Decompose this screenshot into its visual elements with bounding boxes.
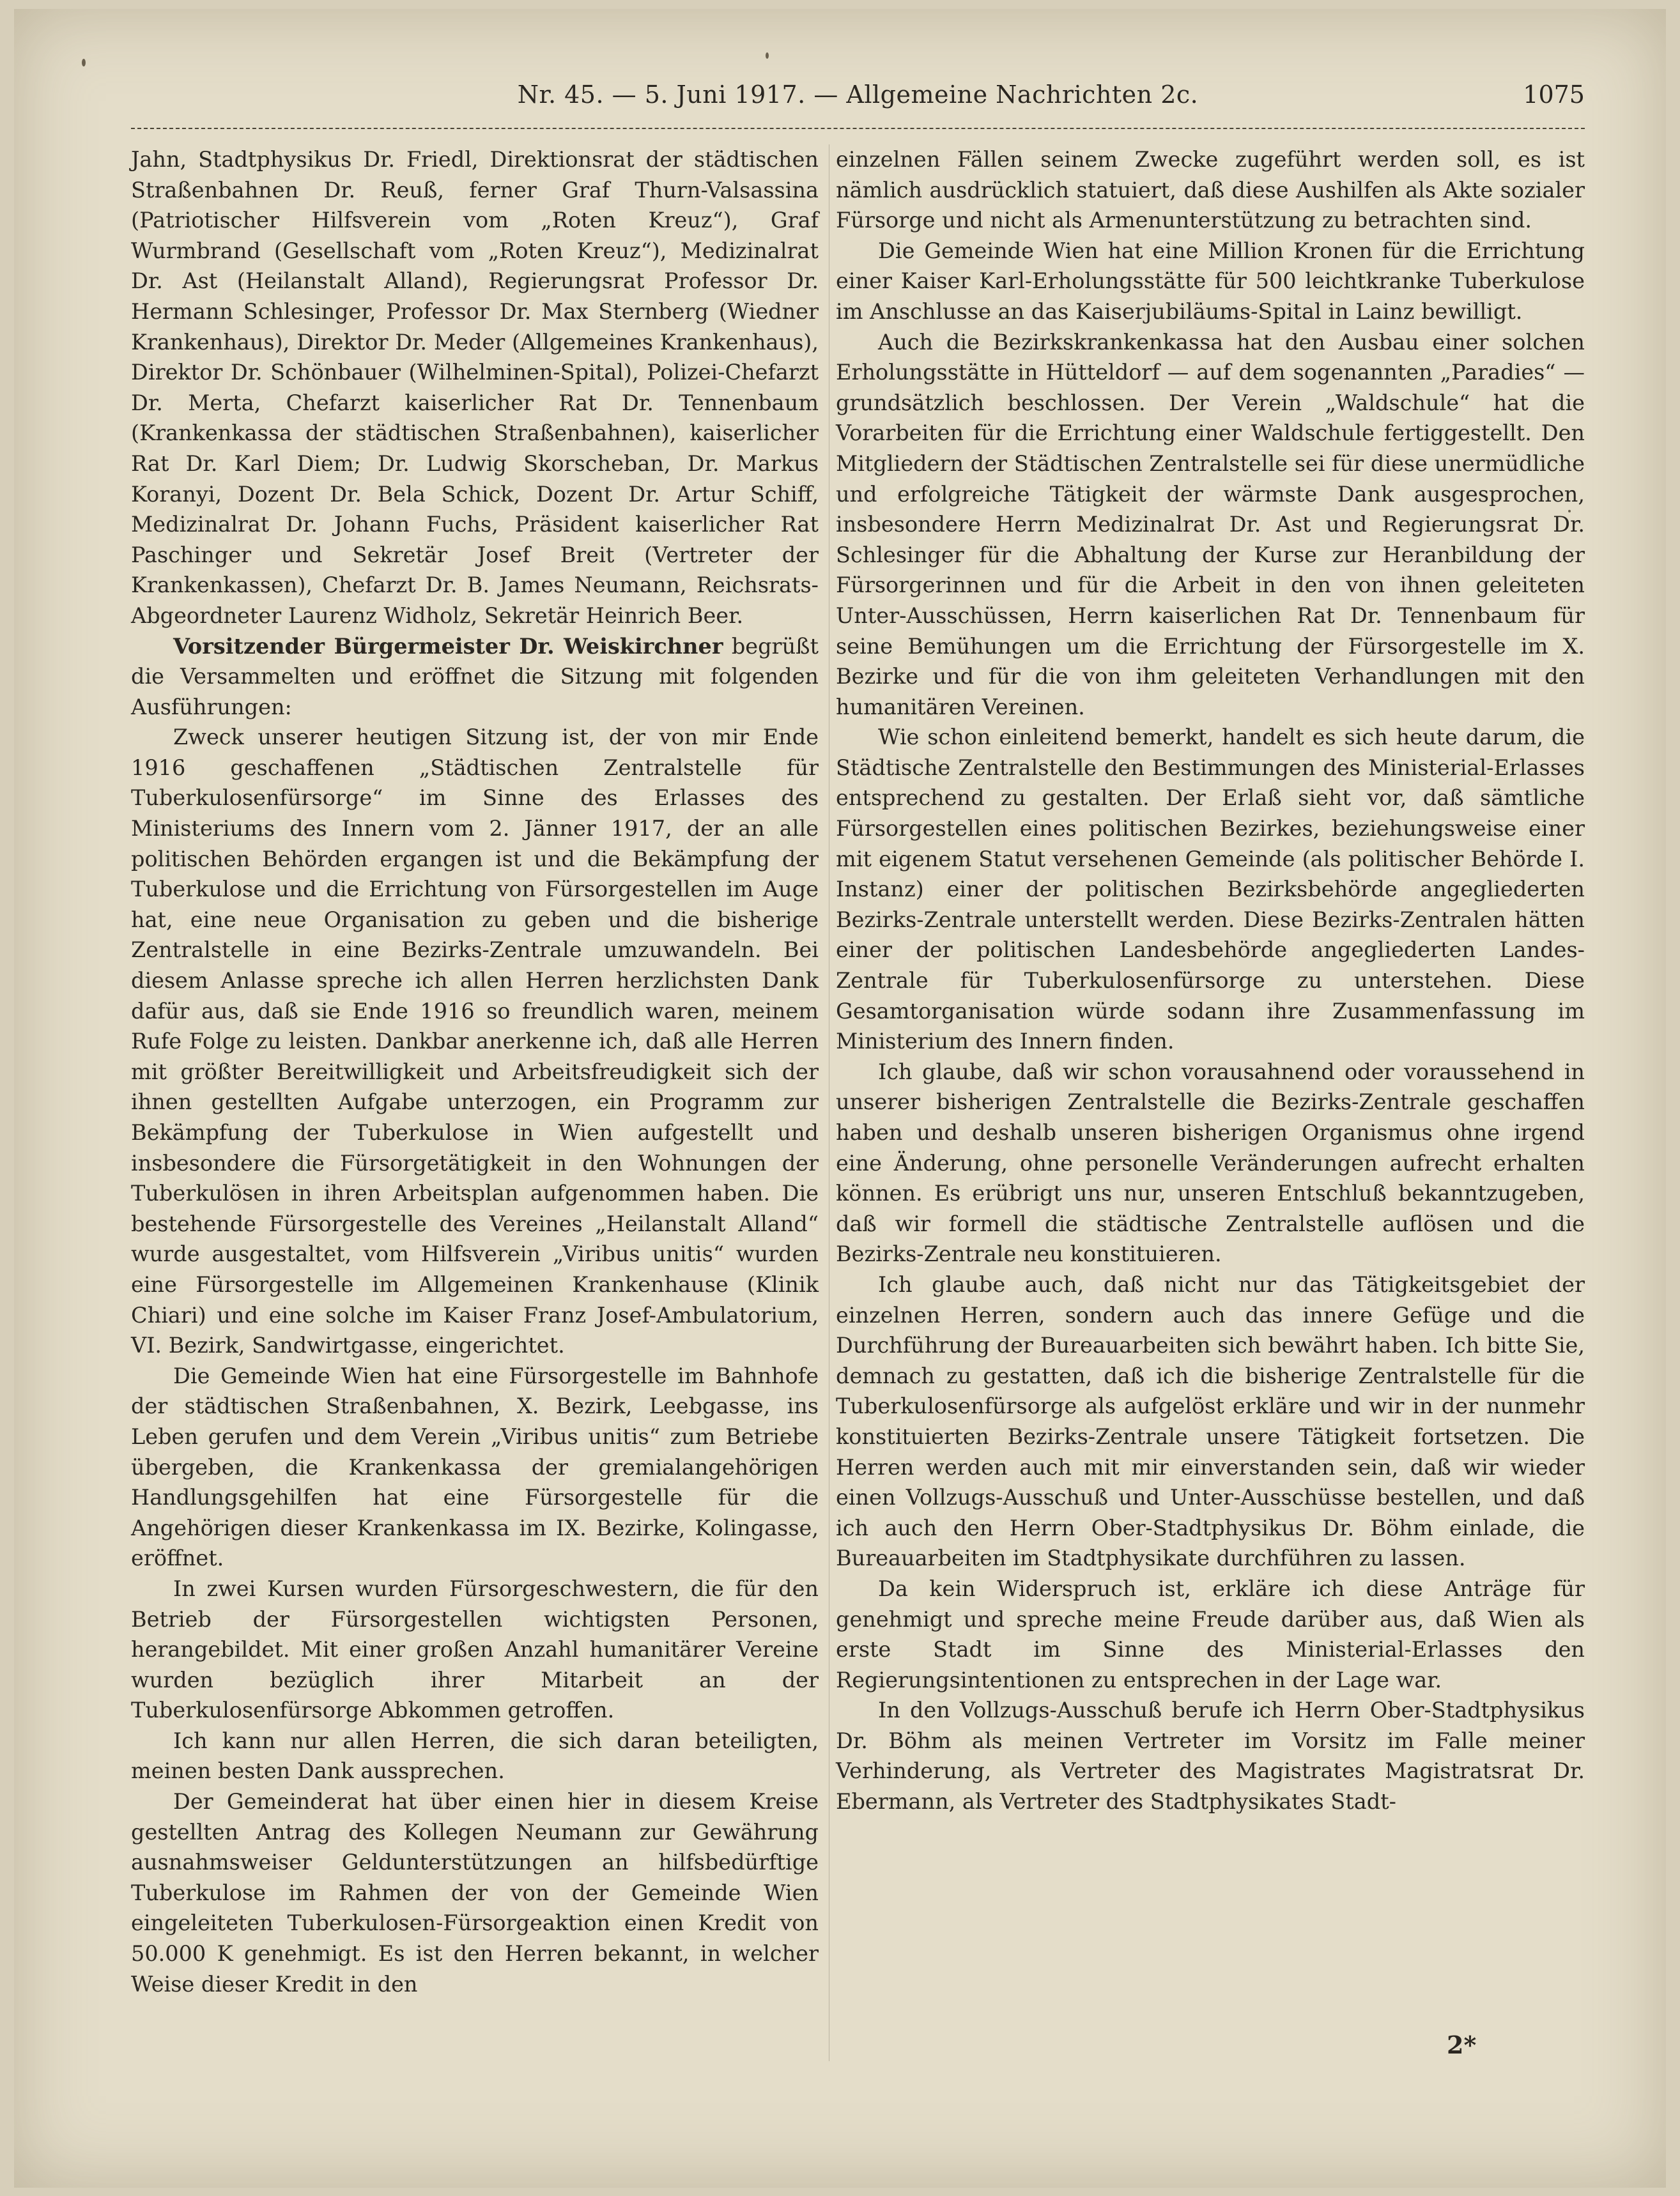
- paragraph: Ich glaube, daß wir schon vorausahnend oder voraussehend in unserer bisherigen Zentralstelle die Bezirks-Zentrale geschaffen haben und deshalb unseren bisherigen Organismus ohne irgend eine Änderung, ohne personelle Veränderungen aufrecht erhalten können. Es erübrigt uns nur, unseren Entschluß bekanntzugeben, daß wir formell die städtische Zentralstelle auflösen und die Bezirks-Zentrale neu konstituieren.: [836, 1059, 1585, 1267]
- running-head: Nr. 45. — 5. Juni 1917. — Allgemeine Nachrichten 2c.: [517, 81, 1199, 109]
- chair-opening-text: begrüßt die Versammelten und eröffnet die Sitzung mit folgenden Ausführungen:: [131, 633, 819, 719]
- paragraph: Ich glaube auch, daß nicht nur das Tätigkeitsgebiet der einzelnen Herren, sondern auch das innere Gefüge und die Durchführung der Bureauarbeiten sich bewährt haben. Ich bitte Sie, demnach zu gestatten, daß ich die bisherige Zentralstelle für die Tuberkulosenfürsorge als aufgelöst erkläre und wir in der nunmehr konstituierten Bezirks-Zentrale unsere Tätigkeit fortsetzen. Die Herren werden auch mit mir einverstanden sein, daß wir wieder einen Vollzugs-Ausschuß und Unter-Ausschüsse bestellen, und daß ich auch den Herrn Ober-Stadtphysikus Dr. Böhm einlade, die Bureauarbeiten im Stadtphysikate durchführen zu lassen.: [836, 1271, 1585, 1571]
- attendee-list: Jahn, Stadtphysikus Dr. Friedl, Direktionsrat der städtischen Straßenbahnen Dr. Reuß, ferner Graf Thurn-Valsassina (Patriotischer Hilfsverein vom „Roten Kreuz“), Graf Wurmbrand (Gesellschaft vom „Roten Kreuz“), Medizinalrat Dr. Ast (Heilanstalt Alland), Regierungsrat Professor Dr. Hermann Schlesinger, Professor Dr. Max Sternberg (Wiedner Krankenhaus), Direktor Dr. Meder (Allgemeines Krankenhaus), Direktor Dr. Schönbauer (Wilhelminen-Spital), Polizei-Chefarzt Dr. Merta, Chefarzt kaiserlicher Rat Dr. Tennenbaum (Krankenkassa der städtischen Straßenbahnen), kaiserlicher Rat Dr. Karl Diem; Dr. Ludwig Skorscheban, Dr. Markus Koranyi, Dozent Dr. Bela Schick, Dozent Dr. Artur Schiff, Medizinalrat Dr. Johann Fuchs, Präsident kaiserlicher Rat Paschinger und Sekretär Josef Breit (Vertreter der Krankenkassen), Chefarzt Dr. B. James Neumann, Reichsrats-Abgeordneter Laurenz Widholz, Sekretär Heinrich Beer.: [131, 147, 819, 628]
- paragraph: In den Vollzugs-Ausschuß berufe ich Herrn Ober-Stadtphysikus Dr. Böhm als meinen Vertreter im Vorsitz im Falle meiner Verhinderung, als Vertreter des Magistrates Magistratsrat Dr. Ebermann, als Vertreter des Stadtphysikates Stadt-: [836, 1698, 1585, 1815]
- paragraph-continuation: einzelnen Fällen seinem Zwecke zugeführt werden soll, es ist nämlich ausdrücklich statuiert, daß diese Aushilfen als Akte sozialer Fürsorge und nicht als Armenunterstützung zu betrachten sind.: [836, 147, 1585, 233]
- page-number: 1075: [1523, 81, 1585, 109]
- page-header: [131, 72, 1585, 127]
- chair-name: Vorsitzender Bürgermeister Dr. Weiskirchner: [173, 633, 723, 659]
- ink-speck: [82, 59, 86, 66]
- header-rule: [131, 128, 1585, 129]
- paragraph: Auch die Bezirkskrankenkassa hat den Ausbau einer solchen Erholungsstätte in Hütteldorf — auf dem sogenannten „Paradies“ — grundsätzlich beschlossen. Der Verein „Waldschule“ hat die Vorarbeiten für die Errichtung einer Waldschule fertiggestellt. Den Mitgliedern der Städtischen Zentralstelle sei für diese unermüdliche und erfolgreiche Tätigkeit der wärmste Dank ausgesprochen, insbesondere Herrn Medizinalrat Dr. Ast und Regierungsrat Dr. Schlesinger für die Abhaltung der Kurse zur Heranbildung der Fürsorgerinnen und für die Arbeit in den von ihnen geleiteten Unter-Ausschüssen, Herrn kaiserlichen Rat Dr. Tennenbaum für seine Bemühungen um die Errichtung der Fürsorgestelle im X. Bezirke und für die von ihm geleiteten Verhandlungen mit den humanitären Vereinen.: [836, 329, 1585, 719]
- paragraph: Wie schon einleitend bemerkt, handelt es sich heute darum, die Städtische Zentralstelle den Bestimmungen des Ministerial-Erlasses entsprechend zu gestalten. Der Erlaß sieht vor, daß sämtliche Fürsorgestellen eines politischen Bezirkes, beziehungsweise einer mit eigenem Statut versehenen Gemeinde (als politischer Behörde I. Instanz) einer der politischen Bezirksbehörde angegliederten Bezirks-Zentrale unterstellt werden. Diese Bezirks-Zentralen hätten einer der politischen Landesbehörde angegliederten Landes-Zentrale für Tuberkulosenfürsorge zu unterstehen. Diese Gesamtorganisation würde sodann ihre Zusammenfassung im Ministerium des Innern finden.: [836, 725, 1585, 1054]
- paragraph: Die Gemeinde Wien hat eine Million Kronen für die Errichtung einer Kaiser Karl-Erholungsstätte für 500 leichtkranke Tuberkulose im Anschlusse an das Kaiserjubiläums-Spital in Lainz bewilligt.: [836, 238, 1585, 324]
- signature-mark: 2*: [1447, 2031, 1477, 2059]
- right-column: [836, 144, 1585, 1817]
- paragraph: Da kein Widerspruch ist, erkläre ich diese Anträge für genehmigt und spreche meine Freude darüber aus, daß Wien als erste Stadt im Sinne des Ministerial-Erlasses den Regierungsintentionen zu entsprechen in der Lage war.: [836, 1576, 1585, 1693]
- paragraph: Der Gemeinderat hat über einen hier in diesem Kreise gestellten Antrag des Kollegen Neumann zur Gewährung ausnahmsweiser Geldunterstützungen an hilfsbedürftige Tuberkulose im Rahmen der von der Gemeinde Wien eingeleiteten Tuberkulosen-Fürsorgeaktion einen Kredit von 50.000 K genehmigt. Es ist den Herren bekannt, in welcher Weise dieser Kredit in den: [131, 1789, 819, 1997]
- left-column: [131, 144, 819, 1999]
- paragraph: Ich kann nur allen Herren, die sich daran beteiligten, meinen besten Dank aussprechen.: [131, 1728, 819, 1784]
- paragraph: Zweck unserer heutigen Sitzung ist, der von mir Ende 1916 geschaffenen „Städtischen Zentralstelle für Tuberkulosenfürsorge“ im Sinne des Erlasses des Ministeriums des Innern vom 2. Jänner 1917, der an alle politischen Behörden ergangen ist und die Bekämpfung der Tuberkulose und die Errichtung von Fürsorgestellen im Auge hat, eine neue Organisation zu geben und die bisherige Zentralstelle in eine Bezirks-Zentrale umzuwandeln. Bei diesem Anlasse spreche ich allen Herren herzlichsten Dank dafür aus, daß sie Ende 1916 so freundlich waren, meinem Rufe Folge zu leisten. Dankbar anerkenne ich, daß alle Herren mit größter Bereitwilligkeit und Arbeitsfreudigkeit sich der ihnen gestellten Aufgabe unterzogen, ein Programm zur Bekämpfung der Tuberkulose in Wien aufgestellt und insbesondere die Fürsorgetätigkeit in den Wohnungen der Tuberkulösen in ihren Arbeitsplan aufgenommen haben. Die bestehende Fürsorgestelle des Vereines „Heilanstalt Alland“ wurde ausgestaltet, vom Hilfsverein „Viribus unitis“ wurden eine Fürsorgestelle im Allgemeinen Krankenhause (Klinik Chiari) und eine solche im Kaiser Franz Josef-Ambulatorium, VI. Bezirk, Sandwirtgasse, eingerichtet.: [131, 725, 819, 1358]
- paragraph: In zwei Kursen wurden Fürsorgeschwestern, die für den Betrieb der Fürsorgestellen wichtigsten Personen, herangebildet. Mit einer großen Anzahl humanitärer Vereine wurden bezüglich ihrer Mitarbeit an der Tuberkulosenfürsorge Abkommen getroffen.: [131, 1576, 819, 1723]
- chair-opening: [131, 631, 819, 723]
- ink-speck: [766, 52, 769, 59]
- paragraph: Die Gemeinde Wien hat eine Fürsorgestelle im Bahnhofe der städtischen Straßenbahnen, X. Bezirk, Leebgasse, ins Leben gerufen und dem Verein „Viribus unitis“ zum Betriebe übergeben, die Krankenkassa der gremialangehörigen Handlungsgehilfen hat eine Fürsorgestelle für die Angehörigen dieser Krankenkassa im IX. Bezirke, Kolingasse, eröffnet.: [131, 1363, 819, 1571]
